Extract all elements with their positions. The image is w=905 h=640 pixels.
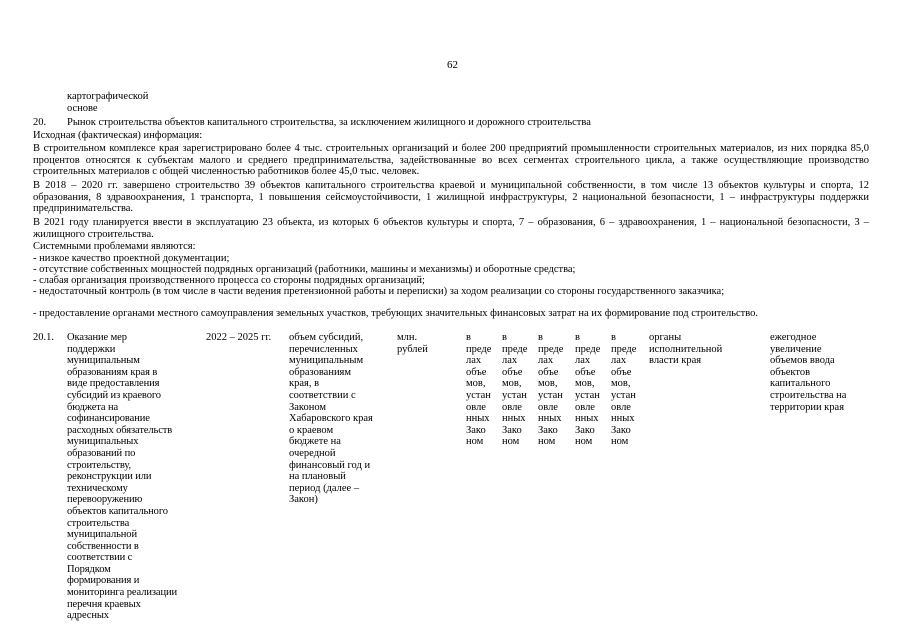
year-value-cell: в преде лах объе мов, устан овле нных Зако ном <box>538 332 564 448</box>
page-number: 62 <box>447 59 458 71</box>
year-value-cell: в преде лах объе мов, устан овле нных Зако ном <box>611 332 637 448</box>
year-value-cell: в преде лах объе мов, устан овле нных Зако ном <box>502 332 528 448</box>
problem-item: - недостаточный контроль (в том числе в части ведения претензионной работы и переписки) за ходом реализации со стороны государственного заказчика; <box>33 286 725 297</box>
row-number: 20.1. <box>33 332 54 343</box>
problem-item: - слабая организация производственного процесса со стороны подрядных организаций; <box>33 275 425 286</box>
problem-item: - предоставление органами местного самоуправления земельных участков, требующих значительных финансовых затрат на их формирование под строительство. <box>33 308 759 319</box>
previous-row-tail: картографической основе <box>67 91 149 114</box>
problems-heading: Системными проблемами являются: <box>33 241 196 252</box>
problem-item: - отсутствие собственных мощностей подрядных организаций (работники, машины и механизмы) и оборотные средства; <box>33 264 576 275</box>
section-title: Рынок строительства объектов капитального строительства, за исключением жилищного и дорожного строительства <box>67 117 591 128</box>
paragraph-completed-objects: В 2018 – 2020 гг. завершено строительство 39 объектов капитального строительства краевой и муниципальной собственности, в том числе 13 объектов культуры и спорта, 12 образования, 8 здравоохранения, 1 транспорта, 1 повышения сейсмоустойчивости, 1 жилищной инфраструктуры, 2 национальной безопасности, 1 – инфраструктуры поддержки предпринимательства. <box>33 180 869 215</box>
indicator-cell: объем субсидий, перечисленных муниципальным образованиям края, в соответствии с Законом Хабаровского края о краевом бюджете на очередной финансовый год и на плановый период (далее – Закон) <box>289 332 373 506</box>
section-number: 20. <box>33 117 47 128</box>
result-cell: ежегодное увеличение объемов ввода объектов капитального строительства на территории края <box>770 332 847 413</box>
problem-item: - низкое качество проектной документации; <box>33 253 230 264</box>
paragraph-planned-2021: В 2021 году планируется ввести в эксплуатацию 23 объекта, из которых 6 объектов культуры и спорта, 7 – образования, 6 – здравоохранения, 1 – национальной безопасности, 3 – жилищного строительства. <box>33 217 869 240</box>
measure-cell: Оказание мер поддержки муниципальным образованиям края в виде предоставления субсидий из краевого бюджета на софинансирование расходных обязательств муниципальных образований по строительству, реконструкции или техническому перевооружению объектов капитального строительства муниципальной собственности в соответствии с Порядком формирования и мониторинга реализации перечня краевых адресных <box>67 332 178 622</box>
unit-cell: млн. рублей <box>397 332 428 355</box>
paragraph-organizations: В строительном комплексе края зарегистрировано более 4 тыс. строительных организаций и более 200 предприятий промышленности строительных материалов, из них порядка 85,0 процентов относятся к субъектам малого и среднего предпринимательства, задействованные во всех сегментах строительного цикла, а также осуществляющие производство строительных материалов с общей численностью работников более 45,0 тыс. человек. <box>33 143 869 178</box>
responsible-cell: органы исполнительной власти края <box>649 332 723 367</box>
period-cell: 2022 – 2025 гг. <box>206 332 272 343</box>
year-value-cell: в преде лах объе мов, устан овле нных Зако ном <box>466 332 492 448</box>
year-value-cell: в преде лах объе мов, устан овле нных Зако ном <box>575 332 601 448</box>
info-heading: Исходная (фактическая) информация: <box>33 130 203 141</box>
